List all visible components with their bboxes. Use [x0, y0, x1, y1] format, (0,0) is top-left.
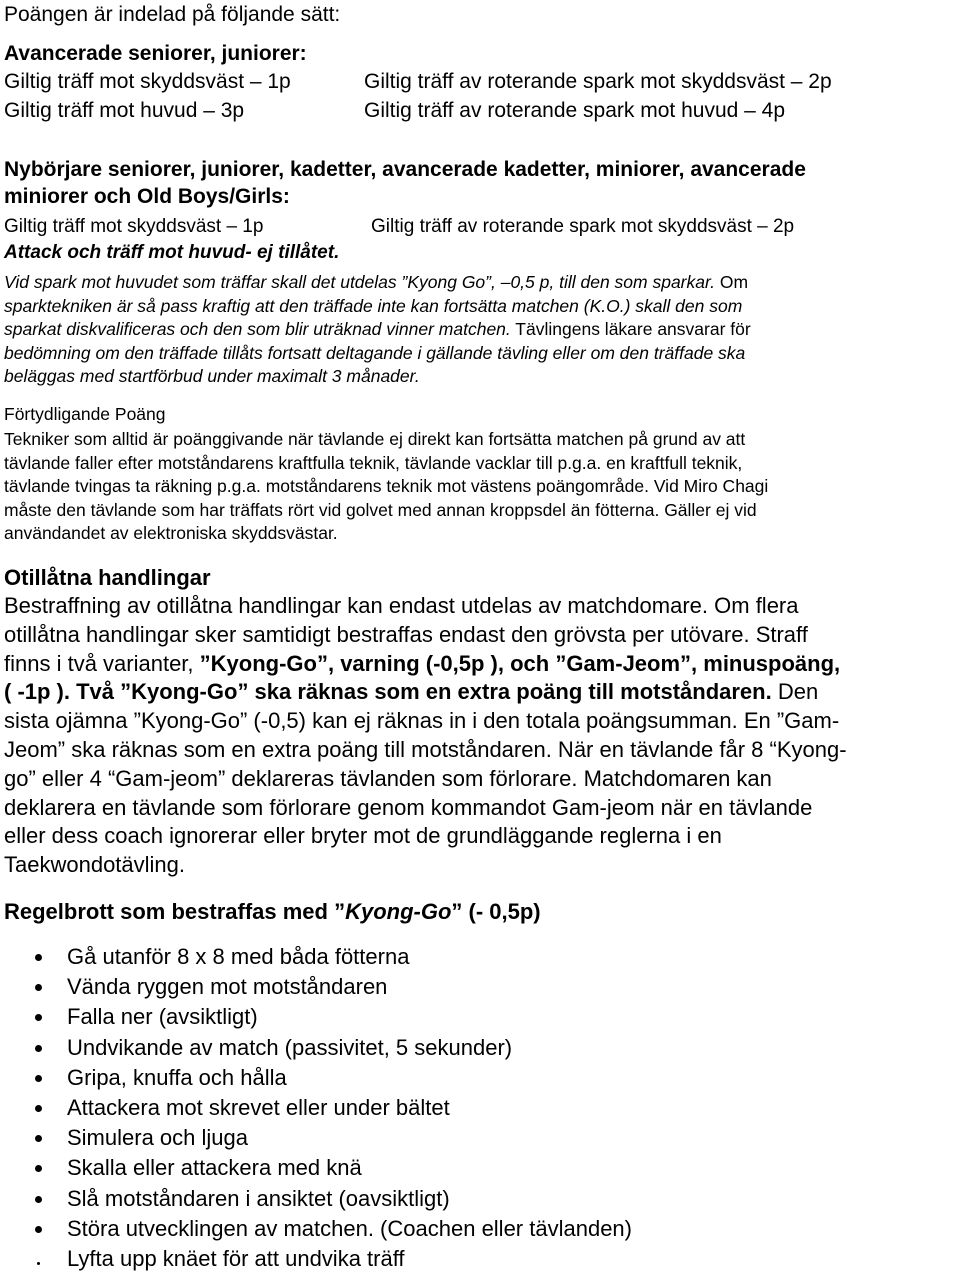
italic-line-3-tail: Tävlingens läkare ansvarar för	[510, 319, 751, 340]
italic-line-5: beläggas med startförbud under maximalt 3 månader.	[4, 366, 420, 387]
prohibited-heading: Otillåtna handlingar	[4, 565, 211, 590]
clarifying-line-2: tävlande faller efter motståndarens kraftfulla teknik, tävlande vacklar till p.g.a. en kraftfull teknik,	[4, 452, 743, 473]
prohibited-line-9: eller dess coach ignorerar eller bryter mot de grundläggande reglerna i en	[4, 823, 722, 849]
list-item	[4, 1184, 632, 1214]
advanced-row-1	[4, 70, 832, 94]
list-item-label: Attackera mot skrevet eller under bältet	[67, 1095, 450, 1121]
clarifying-line-4: måste den tävlande som har träffats rört vid golvet med annan kroppsdel än fötterna. Gäller ej vid	[4, 499, 757, 520]
clarifying-line-1: Tekniker som alltid är poänggivande när tävlande ej direkt kan fortsätta matchen på grund av att	[4, 429, 746, 449]
list-item	[4, 1244, 632, 1274]
beginners-italic-block	[4, 271, 751, 389]
clarifying-line-3: tävlande tvingas ta räkning p.g.a. motståndarens teknik mot västens poängområde. Vid Miro Chagi	[4, 476, 769, 497]
beginners-row-left: Giltig träff mot skyddsväst – 1p	[4, 216, 264, 237]
prohibited-line-10: Taekwondotävling.	[4, 852, 186, 878]
violations-heading	[4, 898, 541, 927]
list-item	[4, 1153, 632, 1183]
attack-note: Attack och träff mot huvud- ej tillåtet.	[4, 242, 340, 263]
list-item	[4, 1033, 632, 1063]
clarifying-line-5: användandet av elektroniska skyddsvästar.	[4, 523, 338, 544]
advanced-row-1-right: Giltig träff av roterande spark mot skyddsväst – 2p	[364, 70, 832, 93]
bullet-icon	[35, 1045, 42, 1052]
beginners-heading-line-1: Nybörjare seniorer, juniorer, kadetter, avancerade kadetter, miniorer, avancerade	[4, 158, 806, 181]
list-item-label: Gripa, knuffa och hålla	[67, 1064, 287, 1090]
bullet-icon	[35, 1105, 42, 1112]
prohibited-line-1: Bestraffning av otillåtna handlingar kan endast utdelas av matchdomare. Om flera	[4, 593, 799, 618]
list-item	[4, 1214, 632, 1244]
prohibited-line-8: deklarera en tävlande som förlorare genom kommandot Gam-jeom när en tävlande	[4, 794, 813, 820]
list-item-label: Slå motståndaren i ansiktet (oavsiktligt)	[67, 1185, 450, 1211]
prohibited-line-4a: ( -1p ). Två ”Kyong-Go” ska räknas som en extra poäng till motståndaren.	[4, 679, 772, 705]
prohibited-line-4b: Den	[771, 679, 819, 705]
prohibited-line-3a: finns i två varianter,	[4, 650, 200, 676]
violations-heading-c: ” (- 0,5p)	[451, 899, 541, 924]
prohibited-line-2: otillåtna handlingar sker samtidigt bestraffas endast den grövsta per utövare. Straff	[4, 621, 808, 647]
italic-line-1: Vid spark mot huvudet som träffar skall det utdelas ”Kyong Go”, –0,5 p, till den som sparkar.	[4, 272, 716, 292]
advanced-row-2-left: Giltig träff mot huvud – 3p	[4, 99, 245, 122]
list-item	[4, 1002, 632, 1032]
clarifying-heading: Förtydligande Poäng	[4, 404, 166, 424]
bullet-icon	[35, 1135, 42, 1142]
bullet-icon	[35, 1165, 42, 1172]
prohibited-line-3b: ”Kyong-Go”, varning (-0,5p ), och ”Gam-Jeom”, minuspoäng,	[199, 650, 841, 676]
list-item	[4, 1093, 632, 1123]
bullet-icon	[35, 984, 42, 991]
list-item-label: Simulera och ljuga	[67, 1125, 248, 1151]
advanced-heading: Avancerade seniorer, juniorer:	[4, 42, 307, 65]
list-item-label: Falla ner (avsiktligt)	[67, 1004, 258, 1030]
intro-text: Poängen är indelad på följande sätt:	[4, 3, 341, 26]
bullet-icon	[35, 1075, 42, 1082]
advanced-row-2-right: Giltig träff av roterande spark mot huvud – 4p	[364, 99, 786, 122]
italic-line-3: sparkat diskvalificeras och den som blir uträknad vinner matchen.	[4, 319, 511, 340]
advanced-row-2	[4, 99, 785, 123]
list-item-label: Lyfta upp knäet för att undvika träff	[67, 1246, 405, 1272]
beginners-row-right: Giltig träff av roterande spark mot skyddsväst – 2p	[371, 216, 795, 237]
list-item	[4, 972, 632, 1002]
violations-heading-a: Regelbrott som bestraffas med ”	[4, 899, 346, 924]
prohibited-line-5: sista ojämna ”Kyong-Go” (-0,5) kan ej räknas in i den totala poängsumman. En ”Gam-	[4, 708, 840, 734]
bullet-icon	[35, 1014, 42, 1021]
italic-line-2: sparktekniken är så pass kraftig att den träffade inte kan fortsätta matchen (K.O.) skall den som	[4, 295, 743, 316]
beginners-row	[4, 215, 794, 239]
list-item	[4, 942, 632, 972]
violations-heading-b: Kyong-Go	[345, 899, 452, 924]
prohibited-line-6: Jeom” ska räknas som en extra poäng till motståndaren. När en tävlande får 8 “Kyong-	[4, 736, 847, 762]
list-item-label: Störa utvecklingen av matchen. (Coachen eller tävlanden)	[67, 1215, 632, 1241]
bullet-icon	[37, 1262, 40, 1265]
prohibited-line-7: go” eller 4 “Gam-jeom” deklareras tävlanden som förlorare. Matchdomaren kan	[4, 765, 772, 791]
list-item-label: Undvikande av match (passivitet, 5 sekunder)	[67, 1034, 513, 1060]
list-item-label: Skalla eller attackera med knä	[67, 1155, 362, 1181]
violations-list	[4, 942, 632, 1274]
italic-line-1-tail: Om	[715, 272, 749, 292]
clarifying-block	[4, 428, 768, 546]
italic-line-4: bedömning om den träffade tillåts fortsatt deltagande i gällande tävling eller om den träffade ska	[4, 342, 746, 363]
list-item	[4, 1123, 632, 1153]
bullet-icon	[35, 1196, 42, 1203]
bullet-icon	[35, 1226, 42, 1233]
advanced-row-1-left: Giltig träff mot skyddsväst – 1p	[4, 70, 291, 93]
list-item-label: Gå utanför 8 x 8 med båda fötterna	[67, 944, 410, 969]
list-item-label: Vända ryggen mot motståndaren	[67, 974, 388, 1000]
prohibited-block	[4, 592, 847, 880]
beginners-heading-line-2: miniorer och Old Boys/Girls:	[4, 185, 290, 208]
bullet-icon	[35, 954, 42, 961]
list-item	[4, 1063, 632, 1093]
